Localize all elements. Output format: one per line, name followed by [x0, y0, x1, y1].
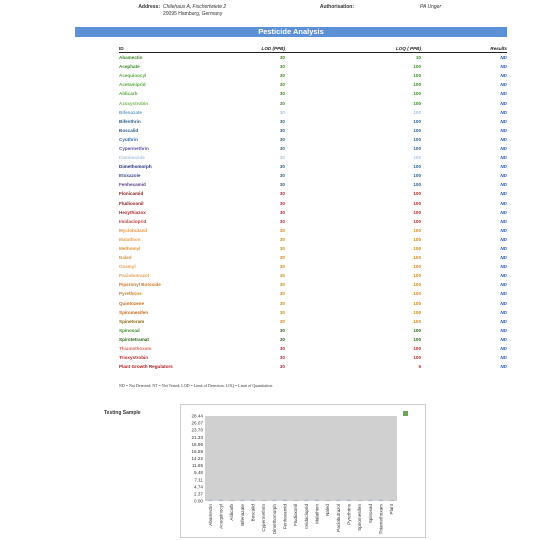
table-row [119, 62, 507, 71]
row-loq: 100 [413, 100, 421, 106]
row-id: Flonicamid [119, 191, 144, 197]
address-label: Address: [138, 4, 160, 10]
x-tick-label: Thiamethoxam [378, 504, 384, 535]
row-loq: 100 [413, 91, 421, 97]
row-loq: 100 [413, 336, 421, 342]
row-result: ND [500, 346, 507, 352]
table-row [119, 89, 507, 98]
row-lod: 30 [279, 236, 285, 242]
bar [230, 500, 234, 501]
table-row [119, 189, 507, 198]
y-tick-label: 11.85 [191, 463, 203, 469]
row-id: Spirotetramat [119, 336, 149, 342]
table-row [119, 326, 507, 335]
row-lod: 30 [279, 227, 285, 233]
y-tick-label: 2.37 [194, 491, 203, 497]
row-lod: 30 [279, 64, 285, 70]
x-tick-label: Bifenazate [239, 504, 245, 526]
col-header-loq: LOQ ( PPB) [285, 45, 421, 53]
table-row [119, 335, 507, 344]
bar [368, 500, 372, 501]
x-tick-label: Naled [325, 504, 331, 517]
col-header-id: ID [119, 45, 249, 53]
y-tick-label: 28.44 [191, 413, 203, 419]
x-tick-label: Pyrethrins [346, 504, 352, 525]
y-tick-label: 9.48 [194, 470, 203, 476]
row-loq: 100 [413, 318, 421, 324]
row-loq: 100 [413, 218, 421, 224]
x-tick-label: Acequinocyl [218, 504, 224, 529]
bar [272, 500, 276, 501]
row-lod: 30 [279, 127, 285, 133]
row-result: ND [500, 118, 507, 124]
row-lod: 30 [279, 182, 285, 188]
row-id: Thiamethoxam [119, 346, 152, 352]
row-lod: 30 [279, 282, 285, 288]
row-result: ND [500, 282, 507, 288]
row-result: ND [500, 64, 507, 70]
bar [219, 500, 223, 501]
row-loq: 100 [413, 118, 421, 124]
row-id: Acephate [119, 64, 140, 70]
row-result: ND [500, 82, 507, 88]
row-loq: 100 [413, 227, 421, 233]
x-tick-label: Aldicarb [229, 504, 235, 521]
table-row [119, 108, 507, 117]
row-result: ND [500, 100, 507, 106]
bar [347, 500, 351, 501]
row-id: Hexythiazox [119, 209, 146, 215]
row-loq: 5 [418, 364, 421, 370]
row-id: Fludioxonil [119, 200, 144, 206]
row-lod: 30 [279, 291, 285, 297]
table-row [119, 117, 507, 126]
row-result: ND [500, 136, 507, 142]
row-lod: 30 [279, 136, 285, 142]
row-id: Plant Growth Regulators [119, 364, 173, 370]
row-result: ND [500, 73, 507, 79]
y-tick-label: 18.96 [191, 441, 203, 447]
row-result: ND [500, 255, 507, 261]
testing-sample-label: Testing Sample [104, 410, 141, 416]
row-loq: 100 [413, 73, 421, 79]
x-tick-label: Paclobutrazol [335, 504, 341, 532]
row-id: Naled [119, 255, 132, 261]
table-row [119, 317, 507, 326]
table-row [119, 308, 507, 317]
table-row [119, 244, 507, 253]
bar [379, 500, 383, 501]
row-id: Quintozene [119, 300, 145, 306]
row-loq: 100 [413, 264, 421, 270]
row-result: ND [500, 164, 507, 170]
row-result: ND [500, 309, 507, 315]
row-loq: 100 [413, 155, 421, 161]
table-row [119, 180, 507, 189]
row-id: Daminozide [119, 155, 145, 161]
bar [304, 500, 308, 501]
legend-swatch [403, 411, 408, 416]
row-lod: 30 [279, 91, 285, 97]
row-result: ND [500, 327, 507, 333]
row-loq: 100 [413, 327, 421, 333]
row-result: ND [500, 127, 507, 133]
chart-container [180, 404, 426, 538]
x-tick-label: Spiromesifen [357, 504, 363, 531]
table-row [119, 217, 507, 226]
row-result: ND [500, 55, 507, 61]
y-tick-label: 26.07 [191, 420, 203, 426]
row-id: Bifenthrin [119, 118, 141, 124]
row-result: ND [500, 182, 507, 188]
table-row [119, 53, 507, 63]
row-loq: 100 [413, 191, 421, 197]
bar [251, 500, 255, 501]
bar [283, 500, 287, 501]
row-result: ND [500, 300, 507, 306]
row-result: ND [500, 191, 507, 197]
row-loq: 100 [413, 273, 421, 279]
table-row [119, 344, 507, 353]
table-row [119, 171, 507, 180]
row-loq: 100 [413, 355, 421, 361]
row-result: ND [500, 355, 507, 361]
row-result: ND [500, 218, 507, 224]
row-loq: 100 [413, 127, 421, 133]
table-row [119, 362, 507, 371]
table-row [119, 289, 507, 298]
pesticide-table [119, 45, 507, 371]
x-tick-label: Cypermethrin [261, 504, 267, 532]
row-result: ND [500, 318, 507, 324]
row-id: Abamectin [119, 55, 143, 61]
table-row [119, 144, 507, 153]
row-lod: 30 [279, 273, 285, 279]
y-tick-label: 23.70 [191, 427, 203, 433]
row-result: ND [500, 273, 507, 279]
row-result: ND [500, 155, 507, 161]
row-lod: 30 [279, 191, 285, 197]
x-tick-label: Plant [389, 504, 395, 515]
bar [208, 500, 212, 501]
row-result: ND [500, 209, 507, 215]
row-loq: 100 [413, 282, 421, 288]
row-lod: 30 [279, 155, 285, 161]
row-loq: 100 [413, 145, 421, 151]
row-id: Cypermethrin [119, 145, 149, 151]
row-loq: 100 [413, 182, 421, 188]
table-header-row [119, 45, 507, 53]
bar [294, 500, 298, 501]
y-tick-label: 14.22 [191, 456, 203, 461]
row-id: Spinetoram [119, 318, 145, 324]
row-id: Piperonyl Butoxide [119, 282, 161, 288]
x-tick-label: Dimethomorph [271, 504, 277, 535]
x-tick-label: Spinosad [367, 504, 373, 524]
row-result: ND [500, 291, 507, 297]
row-result: ND [500, 145, 507, 151]
row-lod: 30 [279, 264, 285, 270]
row-id: Bifenazate [119, 109, 142, 115]
row-id: Cyuthrin [119, 136, 138, 142]
row-result: ND [500, 246, 507, 252]
table-row [119, 71, 507, 80]
row-id: Myclobutanil [119, 227, 148, 233]
row-lod: 30 [279, 364, 285, 370]
row-loq: 100 [413, 82, 421, 88]
row-id: Malathion [119, 236, 141, 242]
y-tick-label: 21.33 [191, 434, 203, 440]
bar [326, 500, 330, 501]
x-tick-label: Imidacloprid [303, 504, 309, 529]
table-row [119, 262, 507, 271]
row-lod: 30 [279, 355, 285, 361]
row-result: ND [500, 336, 507, 342]
row-id: Spiromesifen [119, 309, 149, 315]
row-lod: 30 [279, 164, 285, 170]
row-result: ND [500, 173, 507, 179]
row-loq: 100 [413, 173, 421, 179]
x-tick-label: Fenhexamid [282, 504, 288, 530]
row-result: ND [500, 264, 507, 270]
row-id: Pyrethrins [119, 291, 142, 297]
table-row [119, 135, 507, 144]
authorisation-value: PA Unger [420, 4, 442, 10]
row-result: ND [500, 236, 507, 242]
x-tick-label: Boscalid [250, 504, 256, 522]
row-lod: 30 [279, 173, 285, 179]
row-lod: 30 [279, 218, 285, 224]
row-loq: 100 [413, 200, 421, 206]
table-row [119, 235, 507, 244]
table-row [119, 80, 507, 89]
row-loq: 100 [413, 246, 421, 252]
table-row [119, 271, 507, 280]
row-lod: 30 [279, 73, 285, 79]
row-lod: 30 [279, 318, 285, 324]
row-lod: 30 [279, 82, 285, 88]
bar [390, 500, 394, 501]
row-result: ND [500, 364, 507, 370]
row-loq: 100 [413, 236, 421, 242]
y-tick-label: 7.11 [194, 477, 203, 483]
table-row [119, 253, 507, 262]
row-result: ND [500, 91, 507, 97]
bar [262, 500, 266, 501]
row-id: Imidacloprid [119, 218, 147, 224]
y-tick-label: 16.59 [191, 448, 203, 454]
table-row [119, 162, 507, 171]
row-id: Etoxazole [119, 173, 141, 179]
report-header [0, 0, 540, 22]
row-lod: 30 [279, 246, 285, 252]
bar [358, 500, 362, 501]
footnote: ND = Not Detected; NT = Not Tested; LOD = Limit of Detection; LOQ = Limit of Quantitation [119, 383, 273, 388]
row-result: ND [500, 109, 507, 115]
plot-area [205, 416, 397, 501]
row-id: Dimethomorph [119, 164, 152, 170]
row-loq: 100 [413, 300, 421, 306]
table-row [119, 299, 507, 308]
address-line-2: 20095 Hamburg, Germany [163, 11, 223, 17]
row-lod: 30 [279, 209, 285, 215]
table-row [119, 353, 507, 362]
row-id: Spinosad [119, 327, 140, 333]
row-lod: 30 [279, 255, 285, 261]
row-loq: 100 [413, 209, 421, 215]
section-title: Pesticide Analysis [75, 27, 507, 37]
row-lod: 30 [279, 200, 285, 206]
row-loq: 100 [413, 346, 421, 352]
row-lod: 30 [279, 55, 285, 61]
row-loq: 100 [413, 164, 421, 170]
table-row [119, 280, 507, 289]
table-row [119, 98, 507, 107]
row-loq: 100 [413, 309, 421, 315]
row-lod: 30 [279, 346, 285, 352]
x-tick-label: Abamectin [207, 504, 213, 526]
bar-chart [181, 405, 425, 537]
address-line-1: Chilehaus A, Fischertwiete 2 [163, 4, 227, 10]
row-loq: 100 [413, 136, 421, 142]
row-id: Acetamiprid [119, 82, 146, 88]
row-id: Aldicarb [119, 91, 138, 97]
row-lod: 30 [279, 327, 285, 333]
row-id: Acequinocyl [119, 73, 147, 79]
row-lod: 30 [279, 100, 285, 106]
y-tick-label: 0.00 [194, 498, 203, 504]
row-loq: 100 [413, 255, 421, 261]
row-id: Azoxystrobin [119, 100, 149, 106]
table-row [119, 226, 507, 235]
col-header-results: Results [421, 45, 507, 53]
table-body [119, 53, 507, 372]
row-id: Boscalid [119, 127, 139, 133]
row-lod: 30 [279, 309, 285, 315]
row-id: Methomyl [119, 246, 141, 252]
row-result: ND [500, 227, 507, 233]
bar [336, 500, 340, 501]
authorisation-label: Authorisation: [319, 4, 354, 10]
table-row [119, 126, 507, 135]
row-lod: 30 [279, 118, 285, 124]
table-row [119, 208, 507, 217]
row-lod: 30 [279, 336, 285, 342]
row-loq: 10 [415, 55, 421, 61]
col-header-lod: LOD (PPB) [249, 45, 285, 53]
row-id: Paclobutrazol [119, 273, 150, 279]
row-result: ND [500, 200, 507, 206]
row-lod: 30 [279, 145, 285, 151]
bar [315, 500, 319, 501]
x-tick-label: Fludioxonil [293, 504, 299, 526]
row-lod: 30 [279, 300, 285, 306]
table-row [119, 199, 507, 208]
row-id: Fenhexamid [119, 182, 146, 188]
row-id: Trioxystrobin [119, 355, 149, 361]
row-loq: 100 [413, 64, 421, 70]
bar [240, 500, 244, 501]
x-tick-label: Malathion [314, 504, 320, 524]
row-id: Oxamyl [119, 264, 136, 270]
table-row [119, 153, 507, 162]
row-lod: 30 [279, 109, 285, 115]
row-loq: 100 [413, 109, 421, 115]
row-loq: 100 [413, 291, 421, 297]
y-tick-label: 4.74 [194, 484, 203, 490]
